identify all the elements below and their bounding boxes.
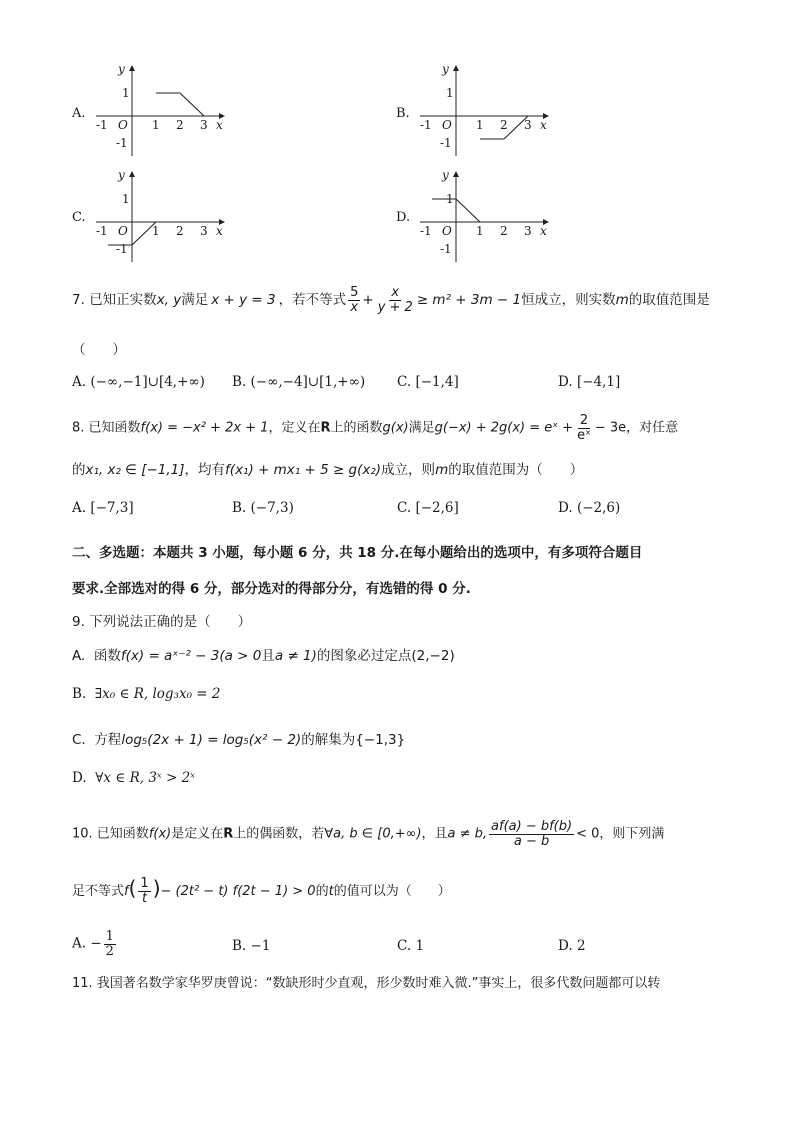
y-tick-neg1: -1 [116, 242, 128, 256]
math-condition: a ≠ 1) [274, 648, 317, 664]
numerator: x [391, 285, 400, 300]
option-B[interactable] [232, 374, 365, 390]
x-axis-label: x [540, 118, 547, 132]
stem-text: 的解集为 [301, 732, 356, 748]
real-set-symbol: R [320, 420, 331, 436]
x-tick-1: 1 [476, 118, 484, 132]
math-vars: x, y [156, 292, 182, 309]
math-term: < 0 [576, 826, 600, 842]
fraction [138, 877, 150, 905]
numerator: 5 [350, 285, 359, 300]
stem-text: 的 [72, 462, 86, 478]
math-function: f [124, 884, 129, 899]
option-label: D. [558, 500, 573, 516]
fraction [489, 820, 574, 848]
option-text: 1 [415, 938, 425, 954]
y-tick-neg1: -1 [440, 136, 452, 150]
stem-text: ，且 [421, 826, 448, 842]
x-tick-1: 1 [152, 224, 160, 238]
stem-text: 函数 [93, 648, 121, 664]
question-9-option-C[interactable] [72, 728, 405, 748]
question-9-option-B[interactable] [72, 686, 221, 702]
math-inequality: ≥ m² + 3m − 1 [416, 292, 522, 309]
option-D[interactable] [558, 938, 586, 954]
fraction [348, 286, 360, 314]
denominator: y + 2 [377, 299, 413, 315]
x-tick-neg1: -1 [96, 118, 108, 132]
fraction [575, 414, 593, 442]
option-label: A. [72, 374, 87, 390]
math-function: f(x) [148, 826, 172, 842]
question-11-stem: 11. 我国著名数学家华罗庚曾说：“数缺形时少直观，形少数时难入微.”事实上，很多代数问题都可以转 [72, 976, 661, 991]
denominator: 2 [105, 943, 114, 959]
option-text: (−2,6) [576, 500, 621, 516]
option-text: ∀x ∈ R, 3ˣ > 2ˣ [95, 770, 195, 786]
section-heading-line2: 要求.全部选对的得 6 分，部分选对的得部分分，有选错的得 0 分. [72, 581, 471, 597]
origin-label: O [118, 118, 128, 132]
graph-D-plot [416, 166, 556, 264]
option-label: B. [232, 938, 247, 954]
denominator: eˣ [577, 427, 591, 443]
y-tick-1: 1 [122, 86, 130, 100]
x-tick-1: 1 [152, 118, 160, 132]
x-tick-2: 2 [176, 118, 184, 132]
option-text: −1 [250, 938, 271, 954]
x-tick-3: 3 [524, 118, 532, 132]
y-tick-1: 1 [446, 192, 454, 206]
stem-text: 的取值范围为（ ） [448, 462, 584, 478]
graph-option-label: C. [72, 210, 86, 225]
option-label: C. [72, 732, 86, 748]
option-label: B. [72, 686, 87, 702]
y-axis-label: y [442, 62, 449, 76]
option-C[interactable] [397, 938, 424, 954]
x-tick-2: 2 [500, 224, 508, 238]
denominator: t [141, 891, 148, 906]
stem-text: 方程 [94, 732, 122, 748]
origin-label: O [118, 224, 128, 238]
question-10-stem-line1 [72, 820, 664, 848]
stem-text: 的值可以为（ ） [333, 884, 451, 899]
stem-text: ，若不等式 [278, 292, 347, 309]
stem-text: 恒成立，则实数 [521, 292, 616, 309]
question-9-option-A[interactable] [72, 644, 455, 664]
question-10-stem-line2: 足不等式f( $\frac{1}{t}$ )− (2t² − t) f(2t − 1) > 0的t的值可以为（ ） [72, 876, 451, 906]
math-function: f(x) = −x² + 2x + 1 [140, 420, 269, 436]
x-tick-2: 2 [176, 224, 184, 238]
stem-text: 足不等式 [72, 884, 125, 899]
math-inequality: f(x₁) + mx₁ + 5 ≥ g(x₂) [225, 462, 382, 478]
option-B[interactable] [232, 938, 270, 954]
stem-text: 上的函数 [330, 420, 383, 436]
stem-text: 已知正实数 [89, 292, 157, 309]
stem-text: 是定义在 [171, 826, 224, 842]
y-tick-1: 1 [122, 192, 130, 206]
math-inequality: − (2t² − t) f(2t − 1) > 0 [160, 884, 316, 899]
option-text: [−4,1] [576, 374, 621, 390]
question-9-stem: 9. 下列说法正确的是（ ） [72, 614, 252, 630]
option-label: D. [72, 770, 87, 786]
option-D[interactable] [558, 500, 620, 516]
math-condition: ∀a, b ∈ [0,+∞) [324, 826, 422, 842]
x-tick-2: 2 [500, 118, 508, 132]
x-tick-1: 1 [476, 224, 484, 238]
option-label: B. [232, 374, 247, 390]
option-label: D. [558, 938, 573, 954]
stem-text: 满足 [408, 420, 435, 436]
option-label: A. [72, 648, 86, 664]
answer-blank: （ ） [72, 342, 126, 358]
origin-label: O [442, 224, 452, 238]
numerator: 1 [140, 876, 149, 892]
numerator: 2 [579, 413, 589, 428]
option-D[interactable] [558, 374, 620, 390]
stem-text: 10. 已知函数 [72, 826, 149, 842]
y-axis-label: y [118, 168, 125, 182]
option-B[interactable] [232, 500, 294, 516]
x-axis-label: x [216, 224, 223, 238]
x-tick-3: 3 [200, 118, 208, 132]
option-label: C. [397, 374, 412, 390]
stem-text: ，定义在 [268, 420, 321, 436]
option-label: A. [72, 500, 87, 516]
x-tick-neg1: -1 [96, 224, 108, 238]
stem-text: 满足 [181, 292, 209, 309]
stem-text: 的取值范围是 [628, 292, 710, 309]
stem-text: 且 [261, 648, 275, 664]
x-tick-3: 3 [524, 224, 532, 238]
option-sign: − [90, 935, 102, 952]
math-condition: a ≠ b, [447, 826, 488, 842]
numerator: af(a) − bf(b) [491, 819, 573, 834]
stem-text: 成立，则 [381, 462, 436, 478]
x-tick-neg1: -1 [420, 118, 432, 132]
math-function: f(x) = aˣ⁻² − 3(a > 0 [120, 648, 262, 664]
question-8-stem-line1 [72, 414, 678, 442]
x-axis-label: x [216, 118, 223, 132]
question-7-stem: 7. 已知正实数x, y满足 x + y = 3 ，若不等式 $\frac{5}{x}$ + $\frac{x}{y + 2}$ ≥ m² + 3m − 1恒成立，则实数m的取值范围是 [72, 285, 710, 315]
option-label: C. [397, 938, 412, 954]
option-text: [−7,3] [90, 500, 134, 516]
y-tick-neg1: -1 [440, 242, 452, 256]
option-label: D. [558, 374, 573, 390]
graph-B-plot [416, 60, 556, 158]
y-axis-label: y [442, 168, 449, 182]
question-number: 7. [72, 292, 85, 309]
y-tick-1: 1 [446, 86, 454, 100]
graph-option-label: A. [72, 106, 86, 121]
stem-text: 上的偶函数，若 [233, 826, 325, 842]
denominator: a − b [513, 833, 550, 849]
stem-text: ，则下列满 [599, 826, 665, 842]
option-text: 2 [576, 938, 586, 954]
option-C[interactable] [397, 500, 459, 516]
fraction [104, 930, 116, 958]
math-equation: log₅(2x + 1) = log₅(x² − 2) [121, 732, 302, 748]
math-point: (2,−2) [411, 648, 455, 664]
numerator: 1 [105, 929, 114, 944]
option-text: [−2,6] [415, 500, 459, 516]
math-set: {−1,3} [355, 732, 406, 748]
option-label: A. [72, 935, 87, 952]
denominator: x [350, 299, 359, 315]
math-term: − 3e [594, 420, 627, 436]
option-text: [−1,4] [415, 374, 459, 390]
option-A[interactable] [72, 374, 205, 390]
math-domain: x₁, x₂ ∈ [−1,1] [85, 462, 185, 478]
math-var: m [615, 292, 629, 309]
stem-text: 8. 已知函数 [72, 420, 141, 436]
option-text: ∃x₀ ∈ R, log₃x₀ = 2 [94, 686, 221, 702]
graph-C-plot [92, 166, 232, 264]
option-text: (−7,3) [250, 500, 294, 516]
section-heading-line1: 二、多选题：本题共 3 小题，每小题 6 分，共 18 分.在每小题给出的选项中，有多项符合题目 [72, 545, 643, 561]
origin-label: O [442, 118, 452, 132]
real-set-symbol: R [223, 826, 234, 842]
math-equation: g(−x) + 2g(x) = eˣ + [434, 420, 574, 436]
math-function: g(x) [382, 420, 409, 436]
y-axis-label: y [118, 62, 125, 76]
stem-text: 的图象必过定点 [316, 648, 412, 664]
graph-option-label: D. [396, 210, 411, 225]
math-var: t [328, 884, 334, 899]
option-C[interactable] [397, 374, 459, 390]
option-text: (−∞,−4]∪[1,+∞) [250, 374, 366, 390]
option-label: C. [397, 500, 412, 516]
stem-text: ，对任意 [626, 420, 679, 436]
stem-text: ，均有 [184, 462, 226, 478]
question-8-stem-line2 [72, 458, 583, 478]
option-A[interactable] [72, 500, 134, 516]
question-9-option-D[interactable] [72, 770, 195, 786]
graph-A-plot [92, 60, 232, 158]
y-tick-neg1: -1 [116, 136, 128, 150]
fraction [376, 286, 415, 314]
option-text: (−∞,−1]∪[4,+∞) [90, 374, 205, 390]
math-condition: x + y = 3 [211, 292, 276, 309]
option-A[interactable] [72, 930, 118, 958]
x-tick-3: 3 [200, 224, 208, 238]
graph-option-label: B. [396, 106, 410, 121]
x-axis-label: x [540, 224, 547, 238]
stem-text: 的 [315, 884, 329, 899]
option-label: B. [232, 500, 247, 516]
math-var: m [435, 462, 449, 478]
x-tick-neg1: -1 [420, 224, 432, 238]
